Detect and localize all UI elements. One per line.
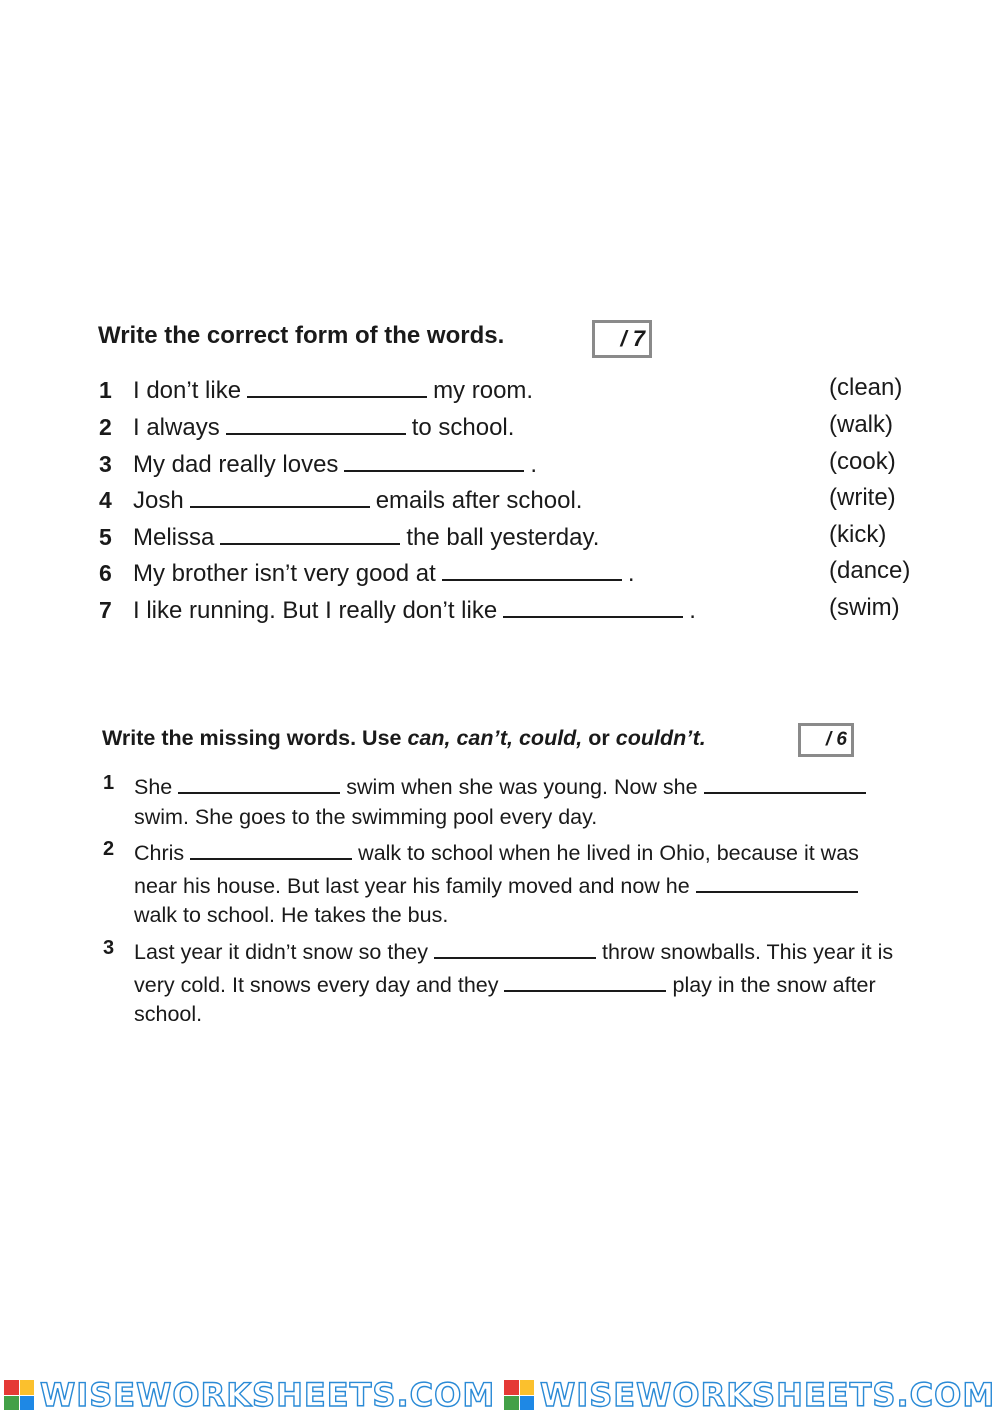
answer-blank[interactable] [220, 521, 400, 545]
answer-blank[interactable] [190, 484, 370, 508]
section2-item-line: walk to school. He takes the bus. [134, 903, 449, 927]
section2-title [102, 726, 706, 751]
section1-item-number: 1 [99, 377, 112, 403]
word-hint: (kick) [829, 521, 887, 548]
sentence-text: emails after school. [375, 487, 583, 514]
section2-item-line [134, 968, 876, 998]
sentence-text: my room. [433, 377, 534, 404]
word-hint: (dance) [829, 557, 911, 584]
section2-item-line [134, 869, 864, 899]
word-hint: (write) [829, 484, 896, 511]
sentence-text: throw snowballs. This year it is [602, 940, 894, 964]
sentence-text: the ball yesterday. [406, 524, 600, 551]
cube-tile [504, 1396, 519, 1411]
section2-title-text-b: or [588, 726, 610, 750]
section1-item-number: 7 [99, 597, 112, 623]
sentence-text: very cold. It snows every day and they [134, 973, 499, 997]
section1-item-number: 5 [99, 524, 112, 550]
sentence-text: . [689, 597, 696, 624]
sentence-text: I always [133, 414, 220, 441]
sentence-text: Melissa [133, 524, 215, 551]
section1-item-number: 3 [99, 451, 112, 477]
section1-item-sentence [133, 448, 537, 479]
cube-tile [20, 1396, 35, 1411]
section1-score-box: / 7 [592, 320, 652, 358]
cube-tile [20, 1380, 35, 1395]
answer-blank[interactable] [442, 557, 622, 581]
watermark-logo [500, 1376, 1000, 1414]
answer-blank[interactable] [247, 374, 427, 398]
word-hint: (swim) [829, 594, 900, 621]
section1-title: Write the correct form of the words. [98, 322, 505, 349]
sentence-text: walk to school when he lived in Ohio, because it was [358, 841, 859, 865]
section1-item-sentence [133, 374, 533, 405]
section2-title-modal-last: couldn’t. [615, 726, 706, 750]
section2-item-line: school. [134, 1002, 203, 1026]
section2-item-number: 2 [103, 838, 115, 860]
word-hint: (walk) [829, 411, 893, 438]
section1-item-sentence [133, 484, 582, 515]
answer-blank[interactable] [503, 594, 683, 618]
section2-title-text-a: Write the missing words. Use [102, 726, 402, 750]
answer-blank[interactable] [704, 770, 866, 794]
answer-blank[interactable] [434, 935, 596, 959]
sentence-text: I like running. But I really don’t like [133, 597, 498, 624]
sentence-text: play in the snow after [672, 973, 876, 997]
cube-tile [4, 1396, 19, 1411]
watermark-brand-text: WISEWORKSHEETS.COM [40, 1376, 496, 1414]
sentence-text: Last year it didn’t snow so they [134, 940, 428, 964]
answer-blank[interactable] [504, 968, 666, 992]
cube-tile [520, 1380, 535, 1395]
sentence-text: . [530, 451, 538, 478]
section1-item-number: 4 [99, 487, 112, 513]
colored-cube-icon [504, 1380, 534, 1410]
section1-item-number: 2 [99, 414, 112, 440]
section1-item-sentence [133, 411, 514, 442]
cube-tile [4, 1380, 19, 1395]
section2-item-line: swim. She goes to the swimming pool every day. [134, 805, 598, 829]
answer-blank[interactable] [344, 448, 524, 472]
sentence-text: I don’t like [133, 377, 242, 404]
section2-title-modals: can, can’t, could, [407, 726, 583, 750]
section2-item-line [134, 935, 893, 965]
section2-item-line [134, 836, 859, 866]
section1-item-sentence [133, 557, 634, 588]
sentence-text: She [134, 775, 173, 799]
sentence-text: swim when she was young. Now she [346, 775, 698, 799]
answer-blank[interactable] [190, 836, 352, 860]
sentence-text: My dad really loves [133, 451, 339, 478]
section2-score-box: / 6 [798, 723, 854, 757]
section2-item-number: 3 [103, 937, 115, 959]
section1-item-sentence [133, 594, 696, 625]
answer-blank[interactable] [696, 869, 858, 893]
sentence-text: to school. [411, 414, 515, 441]
sentence-text: My brother isn’t very good at [133, 560, 436, 587]
sentence-text: near his house. But last year his family moved and now he [134, 874, 690, 898]
watermark-brand-text: WISEWORKSHEETS.COM [540, 1376, 996, 1414]
sentence-text: Chris [134, 841, 185, 865]
section1-item-number: 6 [99, 560, 112, 586]
section1-item-sentence [133, 521, 599, 552]
section2-item-number: 1 [103, 772, 115, 794]
cube-tile [520, 1396, 535, 1411]
sentence-text: . [627, 560, 635, 587]
cube-tile [504, 1380, 519, 1395]
section2-item-line [134, 770, 872, 800]
word-hint: (clean) [829, 374, 903, 401]
colored-cube-icon [4, 1380, 34, 1410]
watermark-logo [0, 1376, 500, 1414]
answer-blank[interactable] [178, 770, 340, 794]
word-hint: (cook) [829, 448, 896, 475]
footer-watermark [0, 1376, 1000, 1414]
sentence-text: Josh [133, 487, 184, 514]
answer-blank[interactable] [226, 411, 406, 435]
